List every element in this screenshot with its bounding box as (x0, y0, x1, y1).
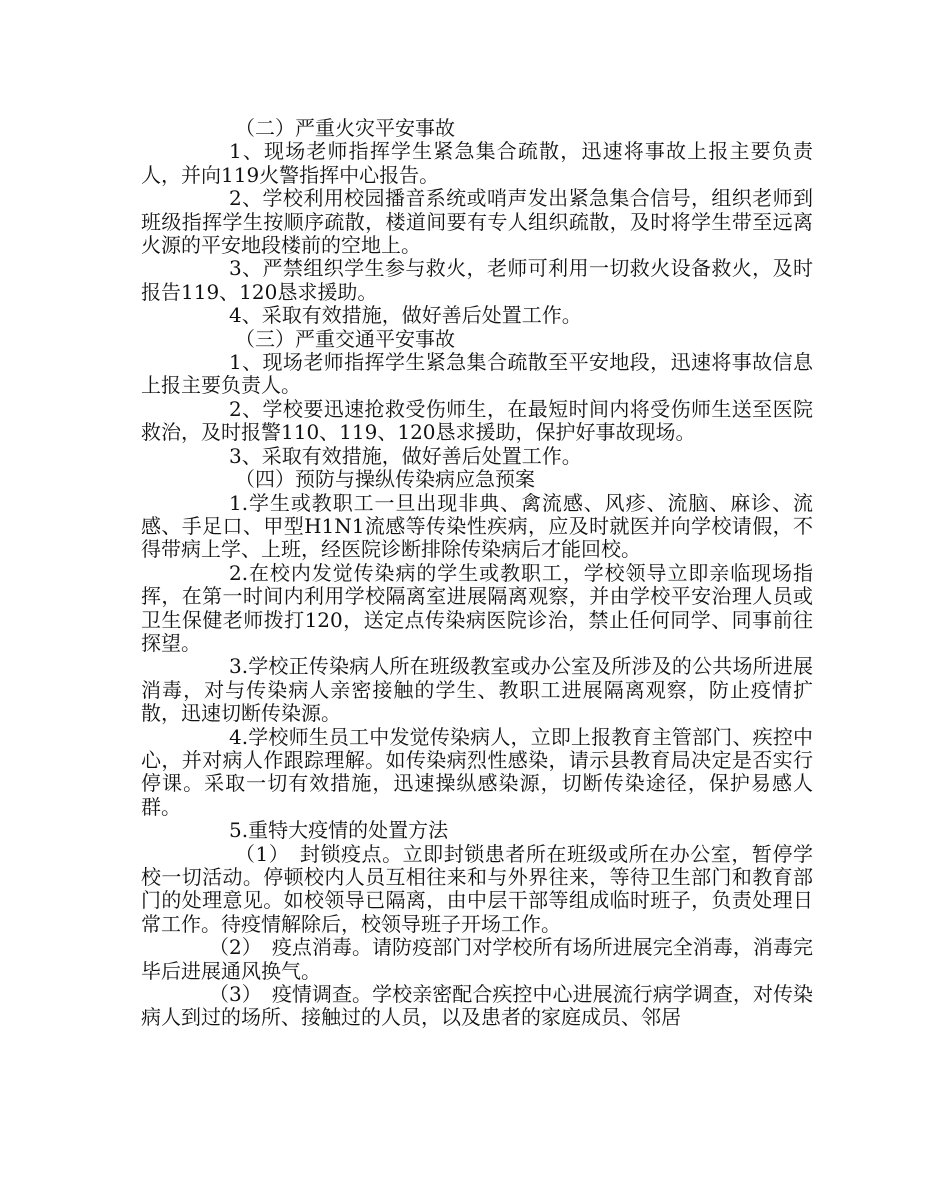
paragraph-item-3: （3） 疫情调查。学校亲密配合疾控中心进展流行病学调查，对传染病人到过的场所、接触过的人员，以及患者的家庭成员、邻居 (141, 982, 813, 1030)
paragraph: 2.在校内发觉传染病的学生或教职工，学校领导立即亲临现场指挥，在第一时间内利用学校隔离室进展隔离观察，并由学校平安治理人员或卫生保健老师拨打120，送定点传染病医院诊治，禁止任何同学、同事前往探望。 (141, 560, 813, 655)
paragraph-item-2: （2） 疫点消毒。请防疫部门对学校所有场所进展完全消毒，消毒完毕后进展通风换气。 (141, 935, 813, 983)
paragraph: 4.学校师生员工中发觉传染病人，立即上报教育主管部门、疾控中心，并对病人作跟踪理解。如传染病烈性感染，请示县教育局决定是否实行停课。采取一切有效措施，迅速操纵感染源，切断传染途径，保护易感人群。 (141, 724, 813, 819)
paragraph: 2、学校要迅速抢救受伤师生，在最短时间内将受伤师生送至医院救治，及时报警110、119、120恳求援助，保护好事故现场。 (141, 396, 813, 445)
paragraph: 1、现场老师指挥学生紧急集合疏散至平安地段，迅速将事故信息上报主要负责人。 (141, 350, 813, 398)
section-heading-disease: （四）预防与操纵传染病应急预案 (235, 467, 535, 492)
paragraph: 4、采取有效措施，做好善后处置工作。 (229, 303, 582, 328)
paragraph: 3.学校正传染病人所在班级教室或办公室及所涉及的公共场所进展消毒，对与传染病人亲密接触的学生、教职工进展隔离观察，防止疫情扩散，迅速切断传染源。 (141, 654, 813, 726)
paragraph-item-1: （1） 封锁疫点。立即封锁患者所在班级或所在办公室，暂停学校一切活动。停顿校内人员互相往来和与外界往来，等待卫生部门和教育部门的处理意见。如校领导已隔离，由中层干部等组成临时班子，负责处理日常工作。待疫情解除后，校领导班子开场工作。 (141, 841, 813, 936)
paragraph: 1、现场老师指挥学生紧急集合疏散，迅速将事故上报主要负责人，并向119火警指挥中心报告。 (141, 139, 813, 187)
section-heading-fire: （二）严重火灾平安事故 (235, 116, 455, 140)
section-heading-traffic: （三）严重交通平安事故 (235, 326, 455, 351)
document-body (141, 117, 813, 1030)
paragraph: 1.学生或教职工一旦出现非典、禽流感、风疹、流脑、麻诊、流感、手足口、甲型H1N1流感等传染性疾病，应及时就医并向学校请假，不得带病上学、上班，经医院诊断排除传染病后才能回校。 (141, 490, 813, 562)
paragraph: 3、严禁组织学生参与救火，老师可利用一切救火设备救火，及时报告119、120恳求援助。 (141, 256, 813, 304)
paragraph: 3、采取有效措施，做好善后处置工作。 (229, 443, 582, 468)
paragraph: 2、学校利用校园播音系统或哨声发出紧急集合信号，组织老师到班级指挥学生按顺序疏散，楼道间要有专人组织疏散，及时将学生带至远离火源的平安地段楼前的空地上。 (141, 186, 813, 258)
subheading-epidemic: 5.重特大疫情的处置方法 (229, 818, 449, 843)
